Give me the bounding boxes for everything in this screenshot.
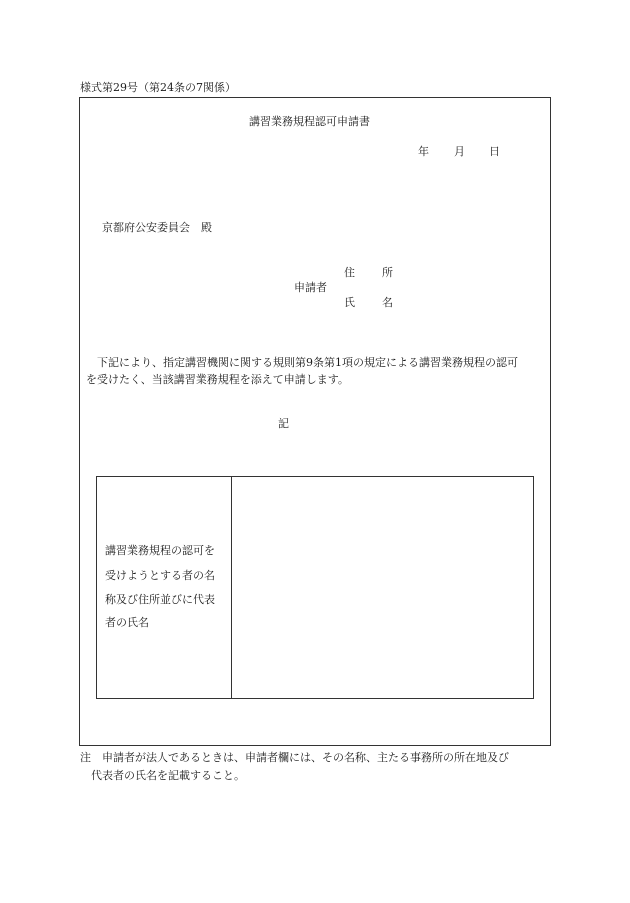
body-text-line2: を受けたく、当該講習業務規程を添えて申請します。 <box>86 373 349 386</box>
body-text-line1: 下記により、指定講習機関に関する規則第9条第1項の規定による講習業務規程の認可 <box>97 356 518 369</box>
table-label-line4: 者の氏名 <box>105 616 149 629</box>
applicant-label: 申請者 <box>294 281 327 294</box>
date-year-label: 年 <box>418 145 429 158</box>
name-label-part1: 氏 <box>344 296 355 309</box>
note-line1: 注 申請者が法人であるときは、申請者欄には、その名称、主たる事務所の所在地及び <box>80 751 509 764</box>
table-label-line2: 受けようとする者の名 <box>105 569 215 582</box>
table-label-line3: 称及び住所並びに代表 <box>105 593 215 606</box>
address-label-part1: 住 <box>344 266 355 279</box>
address-label-part2: 所 <box>382 266 393 279</box>
date-month-label: 月 <box>454 145 465 158</box>
table-label-line1: 講習業務規程の認可を <box>105 544 215 557</box>
addressee: 京都府公安委員会 殿 <box>102 221 212 234</box>
ki-heading: 記 <box>278 417 289 430</box>
applicant-detail-table <box>96 476 534 699</box>
note-line2: 代表者の氏名を記載すること。 <box>91 769 245 782</box>
name-label-part2: 名 <box>382 296 393 309</box>
table-divider <box>231 477 232 698</box>
form-number: 様式第29号（第24条の7関係） <box>80 81 236 94</box>
document-title: 講習業務規程認可申請書 <box>249 115 370 128</box>
date-day-label: 日 <box>489 145 500 158</box>
